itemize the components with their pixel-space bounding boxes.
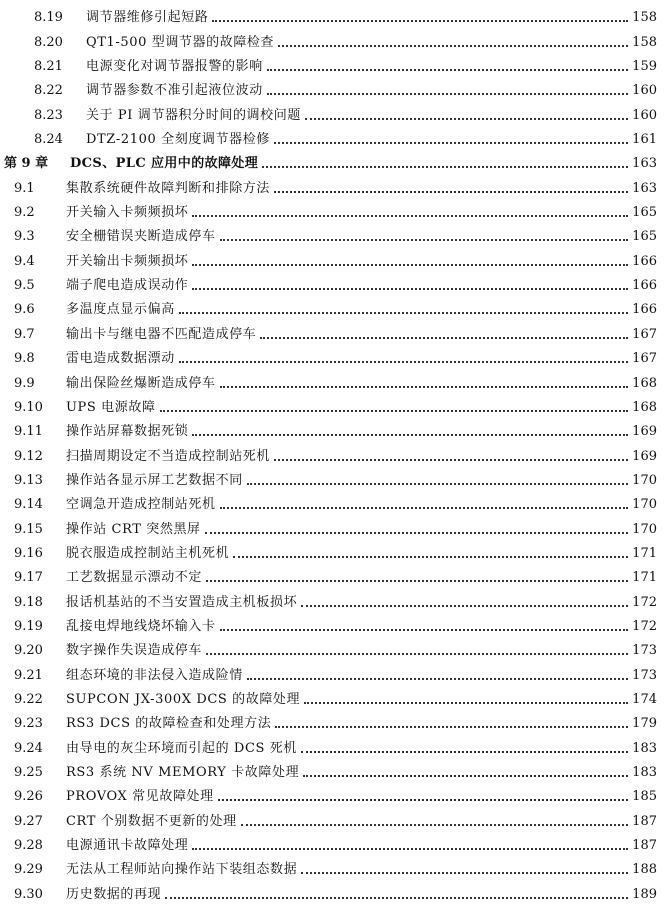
dot-leader	[192, 264, 628, 266]
entry-number: 9.23	[14, 716, 43, 732]
entry-number: 9.24	[14, 740, 43, 756]
dot-leader	[304, 702, 628, 704]
entry-number: 9.20	[14, 643, 43, 659]
entry-page: 173	[632, 643, 657, 659]
dot-leader	[262, 166, 628, 168]
dot-leader	[160, 410, 629, 412]
dot-leader	[301, 872, 628, 874]
entry-number: 9.7	[14, 326, 35, 342]
entry-title: 开关输出卡频频损坏	[66, 253, 189, 269]
entry-page: 187	[632, 813, 657, 829]
entry-title: RS3 系统 NV MEMORY 卡故障处理	[66, 765, 300, 780]
entry-number: 8.20	[34, 34, 63, 50]
toc-entry	[0, 245, 671, 269]
entry-page: 170	[632, 497, 657, 513]
entry-title: 调节器参数不准引起液位波动	[86, 83, 263, 99]
toc-chapter-heading	[0, 148, 671, 172]
dot-leader	[179, 312, 628, 314]
dot-leader	[274, 459, 628, 461]
toc-entry	[0, 854, 671, 878]
entry-number: 9.27	[14, 813, 43, 829]
entry-page: 183	[632, 740, 657, 756]
entry-title: 多温度点显示偏高	[66, 302, 175, 318]
entry-number: 9.1	[14, 180, 35, 196]
entry-title: 调节器维修引起短路	[86, 10, 209, 26]
entry-title: 电源变化对调节器报警的影响	[86, 59, 263, 75]
toc-entry	[0, 367, 671, 391]
toc-entry	[0, 343, 671, 367]
dot-leader	[218, 799, 628, 801]
dot-leader	[267, 69, 628, 71]
dot-leader	[212, 20, 628, 22]
entry-page: 169	[632, 424, 657, 440]
entry-title: PROVOX 常见故障处理	[66, 789, 214, 805]
entry-number: 9.6	[14, 302, 35, 318]
dot-leader	[192, 215, 628, 217]
entry-page: 158	[632, 10, 657, 26]
dot-leader	[278, 45, 628, 47]
entry-title: 电源通讯卡故障处理	[66, 838, 189, 854]
entry-page: 165	[632, 205, 657, 221]
entry-title: 历史数据的再现	[66, 886, 162, 902]
entry-page: 185	[632, 789, 657, 805]
toc-entry	[0, 878, 671, 902]
dot-leader	[274, 142, 628, 144]
entry-page: 163	[632, 156, 657, 172]
dot-leader	[192, 288, 628, 290]
entry-title: 由导电的灰尘环境而引起的 DCS 死机	[66, 740, 297, 756]
dot-leader	[192, 434, 628, 436]
entry-page: 183	[632, 765, 657, 780]
entry-page: 166	[632, 253, 657, 269]
entry-number: 9.13	[14, 472, 43, 488]
entry-page: 189	[632, 886, 657, 902]
dot-leader	[165, 897, 628, 899]
entry-page: 188	[632, 862, 657, 878]
entry-number: 9.5	[14, 278, 35, 294]
entry-number: 9.18	[14, 594, 43, 610]
dot-leader	[206, 580, 628, 582]
toc-entry	[0, 2, 671, 26]
toc-entry	[0, 562, 671, 586]
toc-entry	[0, 51, 671, 75]
entry-title: RS3 DCS 的故障检查和处理方法	[66, 716, 272, 732]
dot-leader	[220, 239, 629, 241]
entry-number: 9.12	[14, 448, 43, 464]
entry-title: 集散系统硬件故障判断和排除方法	[66, 180, 271, 196]
dot-leader	[301, 751, 628, 753]
toc-entry	[0, 172, 671, 196]
toc-entry	[0, 830, 671, 854]
entry-title: 组态环境的非法侵入造成险情	[66, 667, 243, 683]
dot-leader	[305, 118, 628, 120]
entry-number: 9.2	[14, 205, 35, 221]
entry-title: 安全栅错误夹断造成停车	[66, 229, 216, 245]
entry-page: 167	[632, 326, 657, 342]
entry-page: 160	[632, 107, 657, 123]
toc-entry	[0, 586, 671, 610]
entry-page: 174	[632, 691, 657, 707]
toc-entry	[0, 635, 671, 659]
entry-title: 报话机基站的不当安置造成主机板损坏	[66, 594, 298, 610]
entry-number: 9.28	[14, 838, 43, 854]
entry-number: 9.21	[14, 667, 43, 683]
entry-page: 161	[632, 132, 657, 148]
toc-entry	[0, 781, 671, 805]
entry-page: 171	[632, 545, 657, 561]
entry-page: 168	[632, 399, 657, 415]
entry-title: 操作站屏幕数据死锁	[66, 424, 189, 440]
toc-entry	[0, 75, 671, 99]
entry-title: 输出卡与继电器不匹配造成停车	[66, 326, 257, 342]
toc-entry	[0, 392, 671, 416]
entry-number: 9.25	[14, 765, 43, 780]
entry-number: 9.9	[14, 375, 35, 391]
dot-leader	[220, 386, 629, 388]
toc-entry	[0, 270, 671, 294]
toc-entry	[0, 538, 671, 562]
entry-number: 9.11	[14, 424, 43, 440]
entry-title: 关于 PI 调节器积分时间的调校问题	[86, 107, 301, 123]
entry-title: 端子爬电造成误动作	[66, 278, 189, 294]
entry-number: 8.22	[34, 83, 63, 99]
entry-number: 9.14	[14, 497, 43, 513]
entry-page: 167	[632, 351, 657, 367]
dot-leader	[220, 507, 629, 509]
dot-leader	[206, 653, 628, 655]
entry-number: 9.16	[14, 545, 43, 561]
entry-title: 操作站 CRT 突然黑屏	[66, 521, 201, 537]
entry-number: 8.24	[34, 132, 63, 148]
entry-title: 无法从工程师站向操作站下装组态数据	[66, 862, 298, 878]
entry-number: 8.21	[34, 59, 63, 75]
toc-entry	[0, 611, 671, 635]
entry-number: 9.22	[14, 691, 43, 707]
entry-title: 脱衣服造成控制站主机死机	[66, 545, 230, 561]
entry-page: 179	[632, 716, 657, 732]
toc-entry	[0, 659, 671, 683]
entry-page: 169	[632, 448, 657, 464]
dot-leader	[220, 629, 629, 631]
dot-leader	[233, 556, 628, 558]
entry-number: 9.3	[14, 229, 35, 245]
entry-number: 8.23	[34, 107, 63, 123]
entry-page: 166	[632, 278, 657, 294]
chapter-number: 第 9 章	[4, 156, 49, 172]
entry-page: 172	[632, 594, 657, 610]
dot-leader	[301, 605, 628, 607]
toc-list	[0, 2, 671, 903]
entry-page: 171	[632, 570, 657, 586]
dot-leader	[247, 483, 628, 485]
toc-entry	[0, 489, 671, 513]
toc-entry	[0, 440, 671, 464]
entry-number: 9.29	[14, 862, 43, 878]
entry-page: 168	[632, 375, 657, 391]
entry-page: 165	[632, 229, 657, 245]
entry-number: 9.15	[14, 521, 43, 537]
entry-title: DTZ-2100 全刻度调节器检修	[86, 132, 270, 148]
toc-entry	[0, 294, 671, 318]
dot-leader	[192, 848, 628, 850]
entry-title: 乱接电焊地线烧坏输入卡	[66, 618, 216, 634]
toc-entry	[0, 318, 671, 342]
dot-leader	[275, 726, 628, 728]
toc-entry	[0, 26, 671, 50]
entry-page: 187	[632, 838, 657, 854]
entry-title: QT1-500 型调节器的故障检查	[86, 34, 275, 50]
entry-number: 9.8	[14, 351, 35, 367]
entry-title: 数字操作失误造成停车	[66, 643, 203, 659]
entry-number: 9.4	[14, 253, 35, 269]
toc-entry	[0, 732, 671, 756]
entry-title: 扫描周期设定不当造成控制站死机	[66, 448, 271, 464]
toc-entry	[0, 124, 671, 148]
toc-entry	[0, 99, 671, 123]
entry-title: UPS 电源故障	[66, 399, 156, 415]
entry-title: 开关输入卡频频损坏	[66, 205, 189, 221]
entry-page: 166	[632, 302, 657, 318]
entry-number: 9.19	[14, 618, 43, 634]
dot-leader	[274, 191, 628, 193]
entry-page: 160	[632, 83, 657, 99]
entry-page: 170	[632, 521, 657, 537]
entry-title: CRT 个别数据不更新的处理	[66, 813, 237, 829]
dot-leader	[205, 532, 629, 534]
entry-number: 9.17	[14, 570, 43, 586]
toc-entry	[0, 757, 671, 781]
toc-entry	[0, 197, 671, 221]
entry-title: 雷电造成数据漂动	[66, 351, 175, 367]
entry-page: 163	[632, 180, 657, 196]
entry-number: 9.26	[14, 789, 43, 805]
entry-page: 158	[632, 34, 657, 50]
toc-entry	[0, 684, 671, 708]
entry-page: 173	[632, 667, 657, 683]
toc-entry	[0, 708, 671, 732]
toc-entry	[0, 416, 671, 440]
entry-number: 9.30	[14, 886, 43, 902]
entry-title: 空调急开造成控制站死机	[66, 497, 216, 513]
dot-leader	[260, 337, 628, 339]
dot-leader	[247, 678, 628, 680]
entry-title: 工艺数据显示漂动不定	[66, 570, 203, 586]
toc-entry	[0, 221, 671, 245]
toc-entry	[0, 465, 671, 489]
entry-number: 9.10	[14, 399, 43, 415]
dot-leader	[267, 93, 628, 95]
entry-number: 8.19	[34, 10, 63, 26]
chapter-title: DCS、PLC 应用中的故障处理	[70, 156, 259, 172]
entry-page: 170	[632, 472, 657, 488]
entry-title: 输出保险丝爆断造成停车	[66, 375, 216, 391]
toc-entry	[0, 513, 671, 537]
entry-page: 172	[632, 618, 657, 634]
dot-leader	[241, 824, 628, 826]
toc-entry	[0, 805, 671, 829]
entry-page: 159	[632, 59, 657, 75]
dot-leader	[179, 361, 628, 363]
entry-title: 操作站各显示屏工艺数据不同	[66, 472, 243, 488]
entry-title: SUPCON JX-300X DCS 的故障处理	[66, 691, 301, 707]
dot-leader	[303, 775, 628, 777]
